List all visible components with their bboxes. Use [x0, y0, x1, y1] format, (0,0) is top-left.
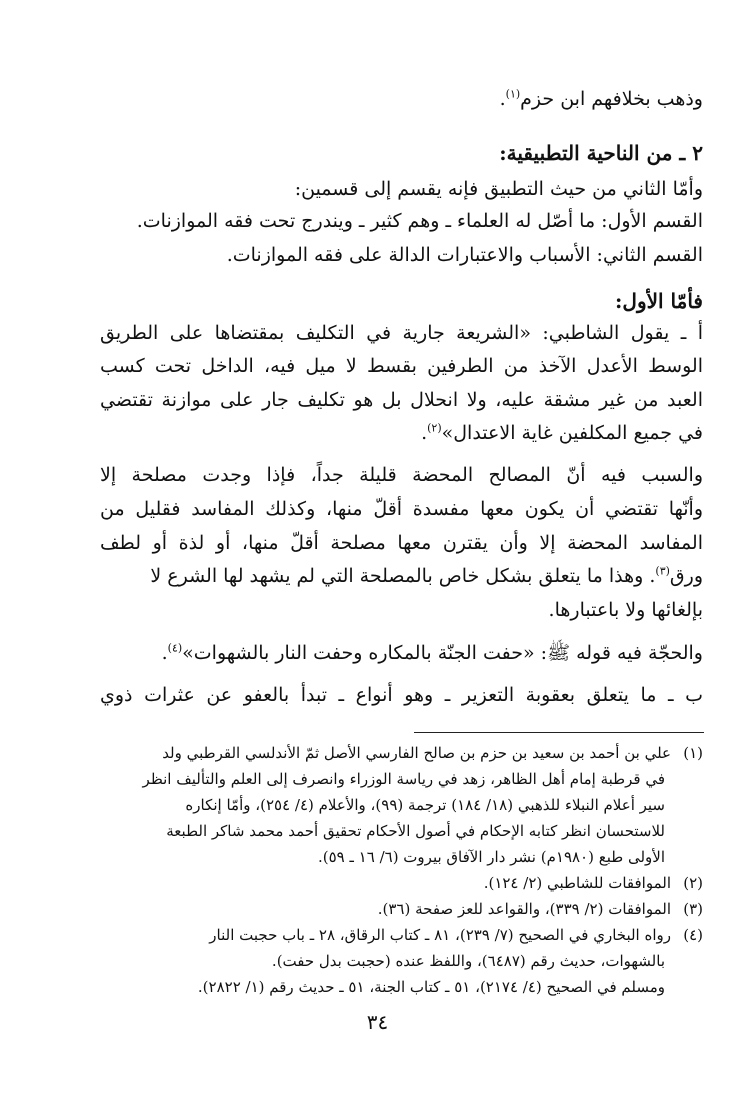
footnote-line: ومسلم في الصحيح (٤/ ٢١٧٤)، ٥١ ـ كتاب الجنة، ٥١ ـ حديث رقم (١/ ٢٨٢٢).: [197, 978, 665, 996]
body-text: وذهب بخلافهم ابن حزم: [520, 88, 703, 110]
footnote-number: (٢): [683, 874, 703, 892]
body-line: [100, 640, 703, 666]
body-text: .: [161, 642, 168, 664]
body-text: .: [499, 88, 506, 110]
body-text: . وهذا ما يتعلق بشكل خاص بالمصلحة التي لم يشهد لها الشرع لا: [150, 565, 656, 587]
footnote-line: بالشهوات، حديث رقم (٦٤٨٧)، واللفظ عنده (حجبت بدل حفت).: [271, 952, 665, 970]
footnote-ref: (٣): [655, 564, 670, 578]
footnote-text: الموافقات للشاطبي (٢/ ١٢٤).: [483, 874, 671, 892]
body-line: الوسط الأعدل الآخذ من الطرفين بقسط لا ميل فيه، الداخل تحت كسب: [100, 355, 703, 377]
footnote-number: (٤): [683, 926, 703, 944]
body-line: المفاسد المحضة إلا وأن يقترن معها مصلحة أقلّ منها، أو لذة أو لطف: [100, 532, 703, 554]
body-line: وأمّا الثاني من حيث التطبيق فإنه يقسم إلى قسمين:: [294, 178, 703, 200]
footnote-line: [100, 924, 703, 946]
footnote-text: علي بن أحمد بن سعيد بن حزم بن صالح الفارسي الأصل ثمّ الأندلسي القرطبي ولد: [162, 744, 671, 762]
body-line: والسبب فيه أنّ المصالح المحضة قليلة جداً، فإذا وجدت مصلحة إلا: [100, 464, 703, 486]
body-text: .: [421, 422, 428, 444]
body-line: ب ـ ما يتعلق بعقوبة التعزير ـ وهو أنواع ـ تبدأ بالعفو عن عثرات ذوي: [100, 684, 703, 706]
body-line: أ ـ يقول الشاطبي: «الشريعة جارية في التكليف بمقتضاها على الطريق: [100, 322, 703, 344]
footnote-line: سير أعلام النبلاء للذهبي (١٨/ ١٨٤) ترجمة (٩٩)، والأعلام (٤/ ٢٥٤)، وأمّا إنكاره: [185, 796, 665, 814]
subsection-heading: فأمّا الأول:: [615, 289, 703, 313]
footnote-ref: (٢): [427, 421, 442, 435]
footnote-ref: (١): [505, 87, 521, 101]
body-line: [100, 420, 703, 446]
footnote-line: [100, 898, 703, 920]
body-line: بإلغائها ولا باعتبارها.: [548, 599, 703, 621]
footnote-text: الموافقات (٢/ ٣٣٩)، والقواعد للعز صفحة (٣٦).: [377, 900, 671, 918]
footnote-line: للاستحسان انظر كتابه الإحكام في أصول الأحكام تحقيق أحمد محمد شاكر الطبعة: [166, 822, 665, 840]
footnote-line: [100, 872, 703, 894]
section-heading: ٢ ـ من الناحية التطبيقية:: [499, 141, 703, 165]
body-line: القسم الثاني: الأسباب والاعتبارات الدالة على فقه الموازنات.: [226, 244, 703, 266]
page-number: ٣٤: [366, 1010, 389, 1034]
footnote-number: (١): [683, 744, 703, 762]
body-line: [100, 86, 703, 112]
footnote-ref: (٤): [167, 641, 183, 655]
footnote-line: الأولى طبع (١٩٨٠م) نشر دار الآفاق بيروت (٦/ ١٦ ـ ٥٩).: [317, 848, 665, 866]
footnote-line: [100, 742, 703, 764]
body-line: [100, 563, 703, 589]
body-line: وأنّها تقتضي أن يكون معها مفسدة أقلّ منها، وكذلك المفاسد فقليل من: [100, 498, 703, 520]
footnote-line: في قرطبة إمام أهل الظاهر، زهد في رياسة الوزراء وانصرف إلى العلم والتأليف انظر: [142, 770, 665, 788]
footnote-text: رواه البخاري في الصحيح (٧/ ٢٣٩)، ٨١ ـ كتاب الرقاق، ٢٨ ـ باب حجبت النار: [209, 926, 671, 944]
footnote-separator: [414, 732, 704, 733]
body-line: العبد من غير مشقة عليه، ولا انحلال بل هو تكليف جار على موازنة تقتضي: [100, 389, 703, 411]
body-text: ورق: [669, 565, 703, 587]
body-text: في جميع المكلفين غاية الاعتدال»: [441, 422, 703, 444]
body-line: القسم الأول: ما أصّل له العلماء ـ وهم كثير ـ ويندرج تحت فقه الموازنات.: [136, 210, 703, 232]
footnote-number: (٣): [683, 900, 703, 918]
body-text: والحجّة فيه قوله ﷺ: «حفت الجنّة بالمكاره وحفت النار بالشهوات»: [182, 642, 703, 664]
